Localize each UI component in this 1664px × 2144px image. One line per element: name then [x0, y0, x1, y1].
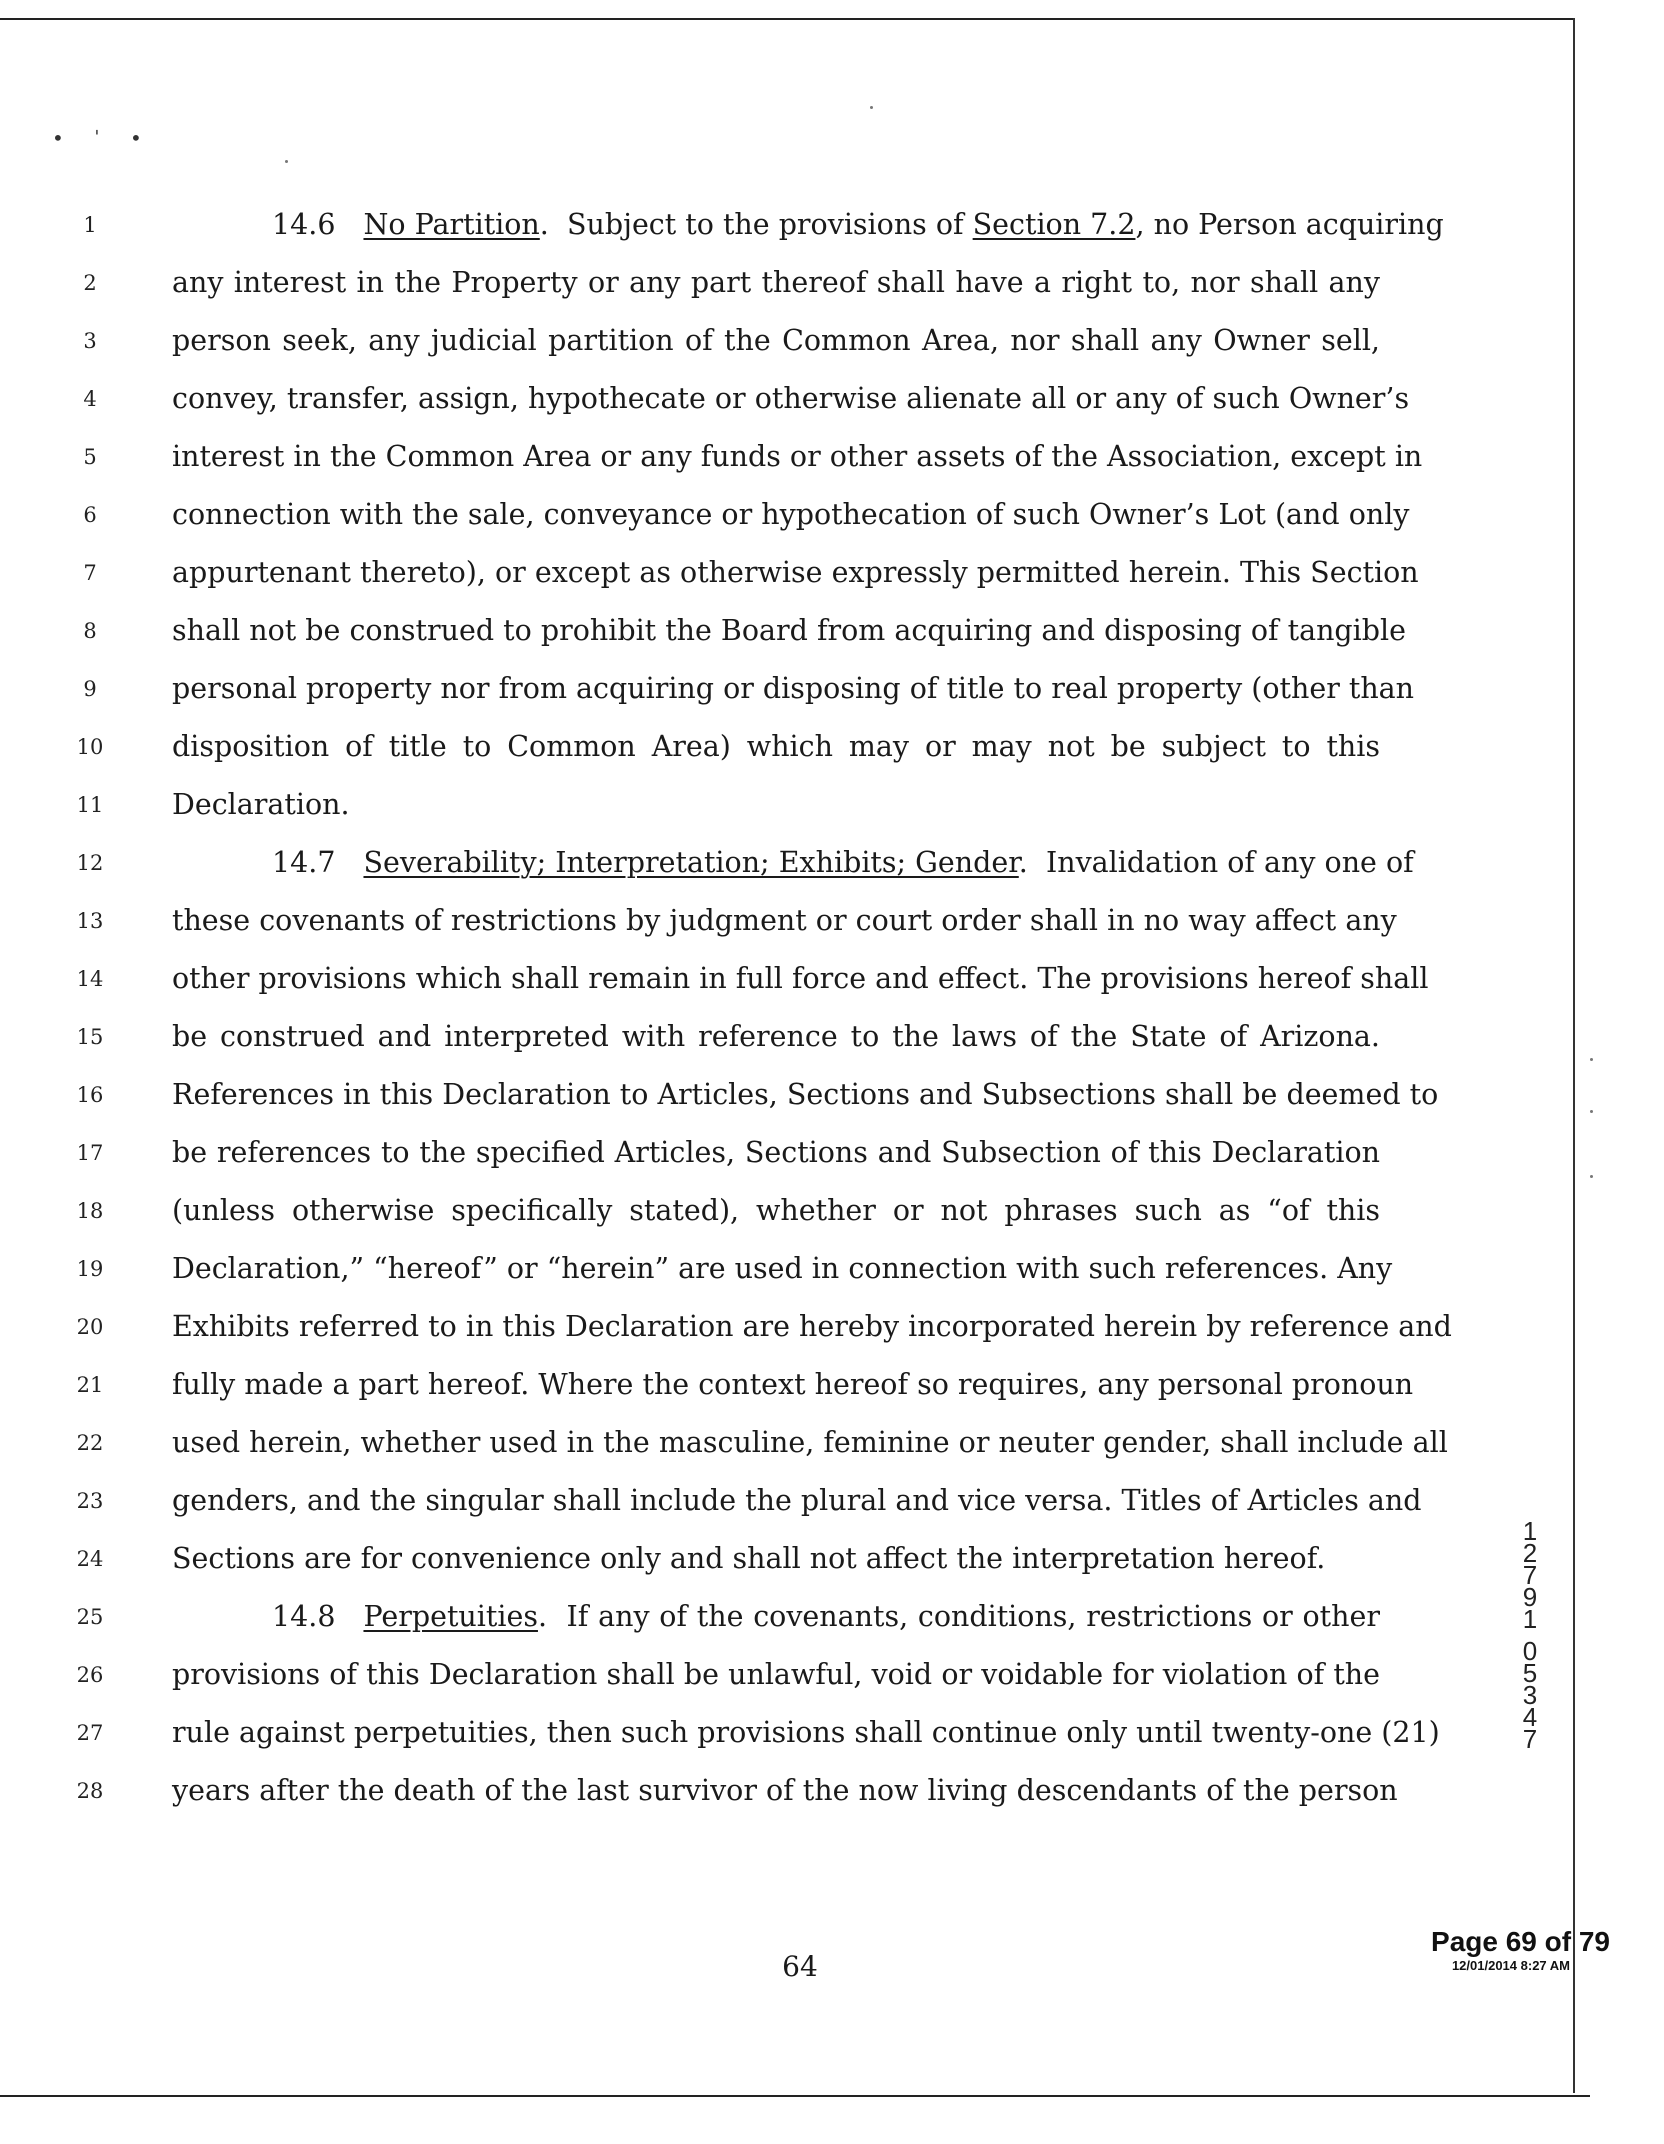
scan-speck — [285, 160, 288, 163]
section-number: 14.6 — [272, 208, 336, 241]
section-title: Perpetuities — [363, 1600, 538, 1633]
line-number: 20 — [76, 1315, 104, 1339]
recording-digit: 2 — [1522, 1538, 1538, 1568]
text-line: be references to the specified Articles, Sections and Subsection of this Declaration — [172, 1136, 1380, 1169]
scan-speck — [1590, 1110, 1593, 1113]
text-line: convey, transfer, assign, hypothecate or otherwise alienate all or any of such Owner’s — [172, 382, 1410, 415]
text-line: Sections are for convenience only and shall not affect the interpretation hereof. — [172, 1542, 1326, 1575]
text-line: years after the death of the last survivor of the now living descendants of the person — [172, 1774, 1398, 1807]
recording-digit: 4 — [1522, 1702, 1538, 1732]
text-line: used herein, whether used in the masculine, feminine or neuter gender, shall include all — [172, 1426, 1448, 1459]
line-number: 21 — [76, 1373, 104, 1397]
text-line: Declaration. — [172, 788, 350, 821]
recording-number — [1515, 1516, 1545, 1754]
section-text: Invalidation of any one of — [1045, 846, 1414, 879]
section-number: 14.8 — [272, 1600, 336, 1633]
text-line: personal property nor from acquiring or disposing of title to real property (other than — [172, 672, 1415, 705]
line-number: 15 — [76, 1025, 104, 1049]
line-number: 6 — [83, 503, 97, 527]
line-number: 28 — [76, 1779, 104, 1803]
text-line: be construed and interpreted with reference to the laws of the State of Arizona. — [172, 1020, 1380, 1053]
line-number: 9 — [83, 677, 97, 701]
line-number: 11 — [76, 793, 104, 817]
right-border-line — [1573, 18, 1575, 2093]
text-line: genders, and the singular shall include the plural and vice versa. Titles of Articles and — [172, 1484, 1422, 1517]
text-line: (unless otherwise specifically stated), whether or not phrases such as “of this — [172, 1194, 1380, 1227]
section-text: , no Person acquiring — [1135, 208, 1444, 241]
text-line: Exhibits referred to in this Declaration are hereby incorporated herein by reference and — [172, 1310, 1452, 1343]
line-number: 23 — [76, 1489, 104, 1513]
text-line: shall not be construed to prohibit the Board from acquiring and disposing of tangible — [172, 614, 1407, 647]
section-text: If any of the covenants, conditions, restrictions or other — [566, 1600, 1380, 1633]
page-number: 64 — [782, 1950, 818, 1983]
text-line: connection with the sale, conveyance or hypothecation of such Owner’s Lot (and only — [172, 498, 1410, 531]
section-title: Severability; Interpretation; Exhibits; Gender — [363, 846, 1019, 879]
recording-digit: 1 — [1522, 1604, 1538, 1634]
recording-digit: 7 — [1522, 1560, 1538, 1590]
bottom-border-line — [0, 2095, 1590, 2097]
text-line: other provisions which shall remain in full force and effect. The provisions hereof shall — [172, 962, 1429, 995]
line-number: 24 — [76, 1547, 104, 1571]
top-border-line — [0, 18, 1575, 20]
line-number: 27 — [76, 1721, 104, 1745]
text-line: provisions of this Declaration shall be unlawful, void or voidable for violation of the — [172, 1658, 1380, 1691]
recording-digit: 9 — [1522, 1582, 1538, 1612]
stamp-page-count: Page 69 of 79 — [1431, 1926, 1610, 1957]
line-number: 4 — [83, 387, 97, 411]
section-title: No Partition — [363, 208, 540, 241]
section-text: Subject to the provisions of — [566, 208, 973, 241]
line-number: 8 — [83, 619, 97, 643]
line-number: 12 — [76, 851, 104, 875]
recording-digit: 5 — [1522, 1658, 1538, 1688]
line-number: 7 — [83, 561, 97, 585]
line-number: 5 — [83, 445, 97, 469]
text-line: appurtenant thereto), or except as otherwise expressly permitted herein. This Section — [172, 556, 1419, 589]
text-line: any interest in the Property or any part thereof shall have a right to, nor shall any — [172, 266, 1380, 299]
section-heading-line: 14.6 No Partition. Subject to the provisions of Section 7.2, no Person acquiring — [272, 208, 1444, 241]
text-line: person seek, any judicial partition of the Common Area, nor shall any Owner sell, — [172, 324, 1380, 357]
line-number: 17 — [76, 1141, 104, 1165]
line-number: 19 — [76, 1257, 104, 1281]
line-number: 2 — [83, 271, 97, 295]
line-number: 1 — [83, 213, 97, 237]
line-number: 18 — [76, 1199, 104, 1223]
text-line: Declaration,” “hereof” or “herein” are used in connection with such references. Any — [172, 1252, 1393, 1285]
text-line: fully made a part hereof. Where the context hereof so requires, any personal pronoun — [172, 1368, 1414, 1401]
section-heading-line: 14.8 Perpetuities. If any of the covenants, conditions, restrictions or other — [272, 1600, 1380, 1633]
recording-stamp — [1360, 1926, 1610, 1973]
scan-artifact-marks: • ˈ • — [52, 126, 154, 150]
text-line: disposition of title to Common Area) which may or may not be subject to this — [172, 730, 1380, 763]
section-number: 14.7 — [272, 846, 336, 879]
text-line: References in this Declaration to Articles, Sections and Subsections shall be deemed to — [172, 1078, 1439, 1111]
scan-speck — [1590, 1175, 1593, 1178]
line-number: 3 — [83, 329, 97, 353]
section-heading-line: 14.7 Severability; Interpretation; Exhibits; Gender. Invalidation of any one of — [272, 846, 1414, 879]
stamp-datetime: 12/01/2014 8:27 AM — [1451, 1958, 1570, 1973]
recording-digit: 7 — [1522, 1724, 1538, 1754]
scan-speck — [1590, 1058, 1593, 1061]
line-number: 25 — [76, 1605, 104, 1629]
line-number: 16 — [76, 1083, 104, 1107]
recording-digit: 0 — [1522, 1636, 1538, 1666]
text-line: these covenants of restrictions by judgment or court order shall in no way affect any — [172, 904, 1397, 937]
text-line: interest in the Common Area or any funds or other assets of the Association, except in — [172, 440, 1423, 473]
line-number: 13 — [76, 909, 104, 933]
line-number: 26 — [76, 1663, 104, 1687]
line-number: 10 — [76, 735, 104, 759]
recording-digit: 3 — [1522, 1680, 1538, 1710]
line-number: 14 — [76, 967, 104, 991]
section-reference-link: Section 7.2 — [972, 208, 1136, 241]
text-line: rule against perpetuities, then such provisions shall continue only until twenty-one (21) — [172, 1716, 1440, 1749]
recording-digit: 1 — [1522, 1516, 1538, 1546]
line-number: 22 — [76, 1431, 104, 1455]
scan-speck — [870, 106, 873, 109]
